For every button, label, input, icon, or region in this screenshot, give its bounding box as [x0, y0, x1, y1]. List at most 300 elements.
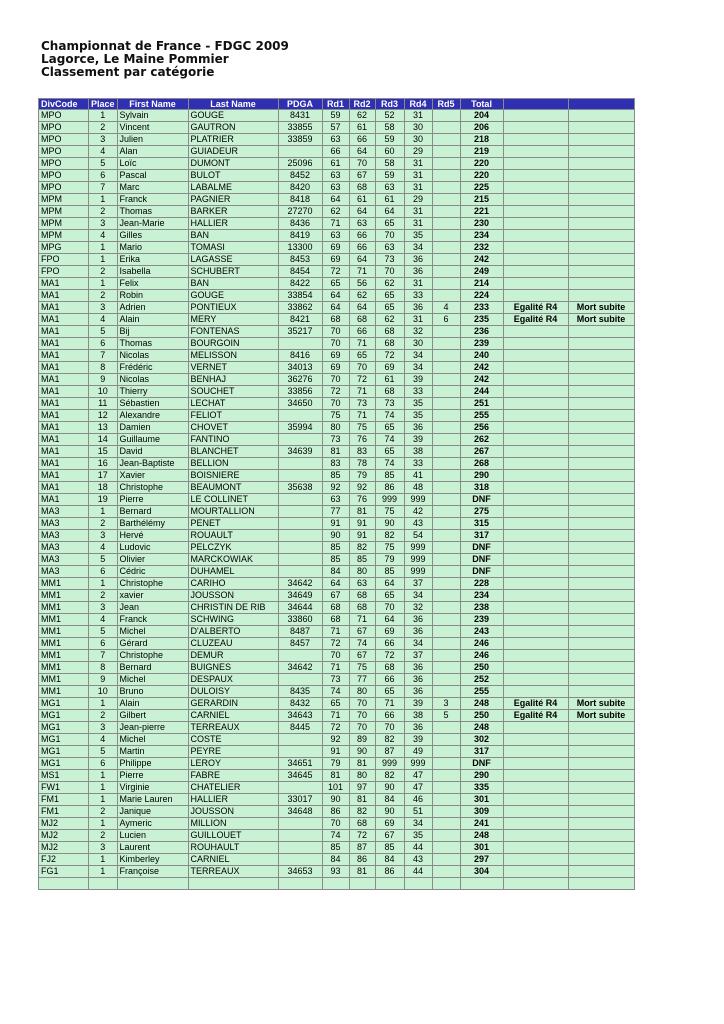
- cell-note-1: [503, 854, 568, 866]
- cell-rd1: 81: [322, 770, 349, 782]
- cell-rd2: 81: [349, 866, 375, 878]
- cell-note-1: [503, 398, 568, 410]
- cell-pdga: [278, 338, 322, 350]
- cell-place: 3: [89, 722, 118, 734]
- table-row: [39, 782, 635, 794]
- cell-rd2: 66: [349, 326, 375, 338]
- cell-divcode: MPO: [39, 158, 89, 170]
- cell-rd2: 56: [349, 278, 375, 290]
- cell-total: DNF: [460, 542, 503, 554]
- cell-rd1: 64: [322, 302, 349, 314]
- cell-pdga: [278, 746, 322, 758]
- cell-note-1: [503, 626, 568, 638]
- cell-note-1: [503, 758, 568, 770]
- cell-total: DNF: [460, 494, 503, 506]
- cell-place: 7: [89, 350, 118, 362]
- cell-rd4: 999: [404, 542, 432, 554]
- cell-rd3: 72: [375, 650, 404, 662]
- cell-total: 233: [460, 302, 503, 314]
- cell-rd1: 61: [322, 158, 349, 170]
- cell-note-2: [568, 662, 634, 674]
- cell-note-1: [503, 650, 568, 662]
- cell-rd1: 57: [322, 122, 349, 134]
- cell-last-name: MOURTALLION: [188, 506, 278, 518]
- cell-note-2: [568, 614, 634, 626]
- cell-pdga: [278, 458, 322, 470]
- cell-note-2: [568, 734, 634, 746]
- cell-pdga: [278, 782, 322, 794]
- cell-rd5: [432, 746, 460, 758]
- cell-rd5: [432, 386, 460, 398]
- cell-first-name: Pascal: [117, 170, 188, 182]
- cell-place: 7: [89, 650, 118, 662]
- cell-rd2: 66: [349, 134, 375, 146]
- cell-note-2: [568, 638, 634, 650]
- cell-note-1: [503, 554, 568, 566]
- cell-rd5: [432, 602, 460, 614]
- cell-pdga: 8435: [278, 686, 322, 698]
- cell-rd5: 3: [432, 698, 460, 710]
- cell-rd2: 70: [349, 158, 375, 170]
- cell-first-name: Frédéric: [117, 362, 188, 374]
- cell-rd3: 65: [375, 422, 404, 434]
- cell-rd5: [432, 722, 460, 734]
- cell-rd2: 65: [349, 350, 375, 362]
- cell-pdga: [278, 494, 322, 506]
- table-row: [39, 830, 635, 842]
- cell-pdga: 8418: [278, 194, 322, 206]
- cell-rd3: 999: [375, 494, 404, 506]
- cell-last-name: LAGASSE: [188, 254, 278, 266]
- cell-pdga: [278, 146, 322, 158]
- cell-rd5: [432, 734, 460, 746]
- cell-total: 239: [460, 614, 503, 626]
- cell-divcode: MPO: [39, 122, 89, 134]
- cell-place: 2: [89, 206, 118, 218]
- cell-place: 4: [89, 614, 118, 626]
- table-row: [39, 110, 635, 122]
- cell-rd2: 97: [349, 782, 375, 794]
- cell-rd4: 36: [404, 674, 432, 686]
- table-row: [39, 614, 635, 626]
- cell-rd3: 63: [375, 242, 404, 254]
- cell-first-name: Lucien: [117, 830, 188, 842]
- cell-rd3: 66: [375, 710, 404, 722]
- cell-rd1: 69: [322, 350, 349, 362]
- cell-total: 234: [460, 590, 503, 602]
- cell-rd1: 70: [322, 374, 349, 386]
- document-title: [41, 40, 289, 79]
- cell-note-1: [503, 734, 568, 746]
- cell-note-2: [568, 446, 634, 458]
- cell-rd5: [432, 446, 460, 458]
- cell-first-name: Guillaume: [117, 434, 188, 446]
- cell-last-name: DUHAMEL: [188, 566, 278, 578]
- cell-place: 6: [89, 170, 118, 182]
- cell-total: 317: [460, 746, 503, 758]
- cell-divcode: MM1: [39, 626, 89, 638]
- cell-place: 4: [89, 734, 118, 746]
- cell-total: 301: [460, 794, 503, 806]
- cell-total: 230: [460, 218, 503, 230]
- table-row: [39, 374, 635, 386]
- cell-divcode: MM1: [39, 674, 89, 686]
- cell-note-1: [503, 842, 568, 854]
- table-row: [39, 578, 635, 590]
- cell-rd3: 68: [375, 662, 404, 674]
- cell-rd3: 66: [375, 674, 404, 686]
- results-body: [39, 110, 635, 890]
- cell-rd5: [432, 854, 460, 866]
- cell-note-1: [503, 350, 568, 362]
- cell-last-name: BENHAJ: [188, 374, 278, 386]
- cell-divcode: MPM: [39, 230, 89, 242]
- cell-divcode: MA1: [39, 278, 89, 290]
- cell-last-name: PONTIEUX: [188, 302, 278, 314]
- cell-place: 7: [89, 182, 118, 194]
- cell-first-name: Loïc: [117, 158, 188, 170]
- cell-rd5: [432, 830, 460, 842]
- cell-rd4: 36: [404, 662, 432, 674]
- cell-rd4: 31: [404, 206, 432, 218]
- cell-rd4: 38: [404, 710, 432, 722]
- cell-rd4: 31: [404, 218, 432, 230]
- cell-rd5: [432, 134, 460, 146]
- cell-first-name: [117, 878, 188, 890]
- cell-rd2: 82: [349, 806, 375, 818]
- cell-pdga: 8454: [278, 266, 322, 278]
- cell-place: 1: [89, 278, 118, 290]
- cell-rd3: 82: [375, 734, 404, 746]
- cell-last-name: LECHAT: [188, 398, 278, 410]
- cell-rd4: 43: [404, 518, 432, 530]
- cell-rd3: 65: [375, 686, 404, 698]
- cell-rd3: 79: [375, 554, 404, 566]
- cell-last-name: DUMONT: [188, 158, 278, 170]
- cell-first-name: Felix: [117, 278, 188, 290]
- cell-note-2: Mort subite: [568, 314, 634, 326]
- cell-rd4: 29: [404, 146, 432, 158]
- cell-divcode: MA1: [39, 398, 89, 410]
- cell-note-2: [568, 626, 634, 638]
- cell-note-2: [568, 518, 634, 530]
- cell-rd3: 69: [375, 626, 404, 638]
- header-first-name: First Name: [117, 99, 188, 110]
- cell-last-name: ROUAULT: [188, 530, 278, 542]
- header-note-1: [503, 99, 568, 110]
- cell-note-1: [503, 374, 568, 386]
- cell-place: 10: [89, 386, 118, 398]
- cell-first-name: Bernard: [117, 506, 188, 518]
- cell-last-name: BOURGOIN: [188, 338, 278, 350]
- cell-place: 1: [89, 782, 118, 794]
- cell-last-name: BAN: [188, 278, 278, 290]
- cell-note-1: [503, 242, 568, 254]
- cell-divcode: MM1: [39, 686, 89, 698]
- cell-total: 251: [460, 398, 503, 410]
- cell-rd1: 71: [322, 626, 349, 638]
- cell-total: 248: [460, 830, 503, 842]
- cell-last-name: FANTINO: [188, 434, 278, 446]
- cell-last-name: PELCZYK: [188, 542, 278, 554]
- cell-pdga: [278, 818, 322, 830]
- cell-place: 6: [89, 758, 118, 770]
- cell-note-2: [568, 758, 634, 770]
- cell-rd4: 31: [404, 182, 432, 194]
- cell-total: 240: [460, 350, 503, 362]
- cell-place: 18: [89, 482, 118, 494]
- cell-first-name: Thomas: [117, 338, 188, 350]
- cell-rd5: [432, 194, 460, 206]
- cell-note-1: [503, 206, 568, 218]
- cell-note-1: [503, 122, 568, 134]
- cell-rd3: 68: [375, 386, 404, 398]
- table-row: [39, 278, 635, 290]
- cell-rd5: [432, 806, 460, 818]
- cell-pdga: 33854: [278, 290, 322, 302]
- cell-rd2: 71: [349, 410, 375, 422]
- cell-place: 11: [89, 398, 118, 410]
- cell-rd1: 68: [322, 614, 349, 626]
- cell-rd4: 39: [404, 434, 432, 446]
- cell-divcode: MPO: [39, 170, 89, 182]
- cell-rd1: 70: [322, 326, 349, 338]
- table-row: [39, 722, 635, 734]
- cell-first-name: Marie Lauren: [117, 794, 188, 806]
- cell-note-1: [503, 134, 568, 146]
- cell-last-name: PEYRE: [188, 746, 278, 758]
- cell-note-2: [568, 194, 634, 206]
- cell-total: 243: [460, 626, 503, 638]
- cell-total: 225: [460, 182, 503, 194]
- cell-last-name: BUIGNES: [188, 662, 278, 674]
- cell-last-name: CARNIEL: [188, 710, 278, 722]
- cell-note-1: [503, 110, 568, 122]
- cell-first-name: Michel: [117, 626, 188, 638]
- cell-note-2: [568, 278, 634, 290]
- cell-pdga: 8432: [278, 698, 322, 710]
- header-rd2: Rd2: [349, 99, 375, 110]
- cell-place: 4: [89, 314, 118, 326]
- cell-rd4: 44: [404, 866, 432, 878]
- cell-pdga: 8421: [278, 314, 322, 326]
- cell-total: 236: [460, 326, 503, 338]
- cell-rd1: 71: [322, 662, 349, 674]
- cell-first-name: Alexandre: [117, 410, 188, 422]
- cell-total: 255: [460, 410, 503, 422]
- cell-rd1: 72: [322, 722, 349, 734]
- cell-note-2: [568, 386, 634, 398]
- cell-rd4: 47: [404, 782, 432, 794]
- cell-rd2: 71: [349, 338, 375, 350]
- table-row: [39, 422, 635, 434]
- cell-place: 2: [89, 518, 118, 530]
- cell-place: 6: [89, 338, 118, 350]
- cell-rd2: 81: [349, 758, 375, 770]
- cell-note-2: [568, 434, 634, 446]
- cell-rd5: [432, 626, 460, 638]
- cell-total: 238: [460, 602, 503, 614]
- cell-pdga: [278, 434, 322, 446]
- cell-rd1: 63: [322, 170, 349, 182]
- cell-note-2: [568, 266, 634, 278]
- cell-place: 2: [89, 290, 118, 302]
- table-row: [39, 674, 635, 686]
- cell-first-name: Virginie: [117, 782, 188, 794]
- cell-rd3: 72: [375, 350, 404, 362]
- cell-divcode: MA1: [39, 290, 89, 302]
- cell-divcode: MA3: [39, 554, 89, 566]
- cell-total: 234: [460, 230, 503, 242]
- cell-place: 6: [89, 566, 118, 578]
- cell-note-1: [503, 218, 568, 230]
- cell-note-1: Egalité R4: [503, 710, 568, 722]
- cell-place: 1: [89, 194, 118, 206]
- cell-place: 4: [89, 542, 118, 554]
- cell-rd1: 63: [322, 134, 349, 146]
- cell-rd5: [432, 758, 460, 770]
- table-row: [39, 638, 635, 650]
- cell-rd4: 41: [404, 470, 432, 482]
- table-row: [39, 734, 635, 746]
- cell-first-name: Robin: [117, 290, 188, 302]
- cell-first-name: Marc: [117, 182, 188, 194]
- cell-divcode: MM1: [39, 614, 89, 626]
- table-row: [39, 434, 635, 446]
- cell-pdga: 33017: [278, 794, 322, 806]
- cell-rd3: 69: [375, 362, 404, 374]
- cell-rd2: 71: [349, 386, 375, 398]
- table-row: [39, 194, 635, 206]
- cell-last-name: D'ALBERTO: [188, 626, 278, 638]
- cell-rd1: 65: [322, 698, 349, 710]
- cell-last-name: HALLIER: [188, 218, 278, 230]
- cell-pdga: [278, 506, 322, 518]
- cell-rd4: 38: [404, 446, 432, 458]
- cell-pdga: 27270: [278, 206, 322, 218]
- cell-note-2: [568, 590, 634, 602]
- table-row: [39, 146, 635, 158]
- cell-total: 304: [460, 866, 503, 878]
- cell-rd5: [432, 122, 460, 134]
- cell-total: 249: [460, 266, 503, 278]
- cell-first-name: Christophe: [117, 650, 188, 662]
- cell-note-1: [503, 830, 568, 842]
- cell-rd3: 85: [375, 842, 404, 854]
- cell-note-2: [568, 242, 634, 254]
- cell-divcode: MA1: [39, 386, 89, 398]
- cell-last-name: MELISSON: [188, 350, 278, 362]
- cell-rd4: 35: [404, 398, 432, 410]
- cell-rd1: 77: [322, 506, 349, 518]
- cell-place: 6: [89, 638, 118, 650]
- cell-rd5: [432, 542, 460, 554]
- cell-last-name: PLATRIER: [188, 134, 278, 146]
- cell-pdga: [278, 542, 322, 554]
- cell-rd4: 29: [404, 194, 432, 206]
- cell-rd1: 90: [322, 794, 349, 806]
- cell-first-name: Erika: [117, 254, 188, 266]
- cell-first-name: Bij: [117, 326, 188, 338]
- cell-pdga: [278, 530, 322, 542]
- cell-rd3: 70: [375, 722, 404, 734]
- cell-first-name: Philippe: [117, 758, 188, 770]
- cell-rd5: [432, 554, 460, 566]
- cell-total: 232: [460, 242, 503, 254]
- cell-rd5: [432, 842, 460, 854]
- cell-total: 268: [460, 458, 503, 470]
- cell-divcode: MPO: [39, 110, 89, 122]
- cell-last-name: TOMASI: [188, 242, 278, 254]
- cell-last-name: [188, 878, 278, 890]
- cell-rd5: [432, 254, 460, 266]
- table-row: [39, 662, 635, 674]
- cell-total: DNF: [460, 554, 503, 566]
- cell-note-1: [503, 818, 568, 830]
- cell-first-name: Kimberley: [117, 854, 188, 866]
- cell-rd5: [432, 638, 460, 650]
- cell-rd2: 70: [349, 710, 375, 722]
- cell-rd5: [432, 878, 460, 890]
- cell-rd3: 75: [375, 506, 404, 518]
- cell-rd5: [432, 866, 460, 878]
- cell-divcode: MG1: [39, 758, 89, 770]
- cell-note-2: [568, 686, 634, 698]
- cell-divcode: MG1: [39, 698, 89, 710]
- cell-total: 250: [460, 662, 503, 674]
- cell-rd4: 39: [404, 374, 432, 386]
- cell-note-2: [568, 494, 634, 506]
- cell-rd5: [432, 494, 460, 506]
- cell-rd1: 64: [322, 194, 349, 206]
- cell-last-name: MERY: [188, 314, 278, 326]
- cell-rd4: 44: [404, 842, 432, 854]
- cell-divcode: MPM: [39, 218, 89, 230]
- cell-note-2: [568, 158, 634, 170]
- cell-note-2: [568, 578, 634, 590]
- cell-divcode: MG1: [39, 710, 89, 722]
- cell-note-1: [503, 362, 568, 374]
- cell-note-2: [568, 482, 634, 494]
- cell-note-2: [568, 374, 634, 386]
- cell-first-name: Alain: [117, 698, 188, 710]
- cell-rd4: 36: [404, 722, 432, 734]
- cell-place: [89, 878, 118, 890]
- cell-rd2: 63: [349, 578, 375, 590]
- cell-note-1: [503, 278, 568, 290]
- cell-first-name: Alain: [117, 314, 188, 326]
- cell-rd1: 84: [322, 854, 349, 866]
- cell-rd3: 59: [375, 170, 404, 182]
- title-line-3: Classement par catégorie: [41, 65, 215, 79]
- cell-rd1: 71: [322, 218, 349, 230]
- cell-rd1: 81: [322, 446, 349, 458]
- cell-note-2: [568, 362, 634, 374]
- cell-first-name: Martin: [117, 746, 188, 758]
- cell-note-1: [503, 662, 568, 674]
- cell-note-2: [568, 398, 634, 410]
- cell-note-2: [568, 254, 634, 266]
- cell-last-name: ROUHAULT: [188, 842, 278, 854]
- cell-place: 5: [89, 746, 118, 758]
- cell-rd2: 66: [349, 242, 375, 254]
- cell-first-name: Sylvain: [117, 110, 188, 122]
- cell-total: 248: [460, 722, 503, 734]
- cell-rd4: 32: [404, 602, 432, 614]
- cell-last-name: SCHWING: [188, 614, 278, 626]
- cell-first-name: Christophe: [117, 578, 188, 590]
- cell-note-1: Egalité R4: [503, 302, 568, 314]
